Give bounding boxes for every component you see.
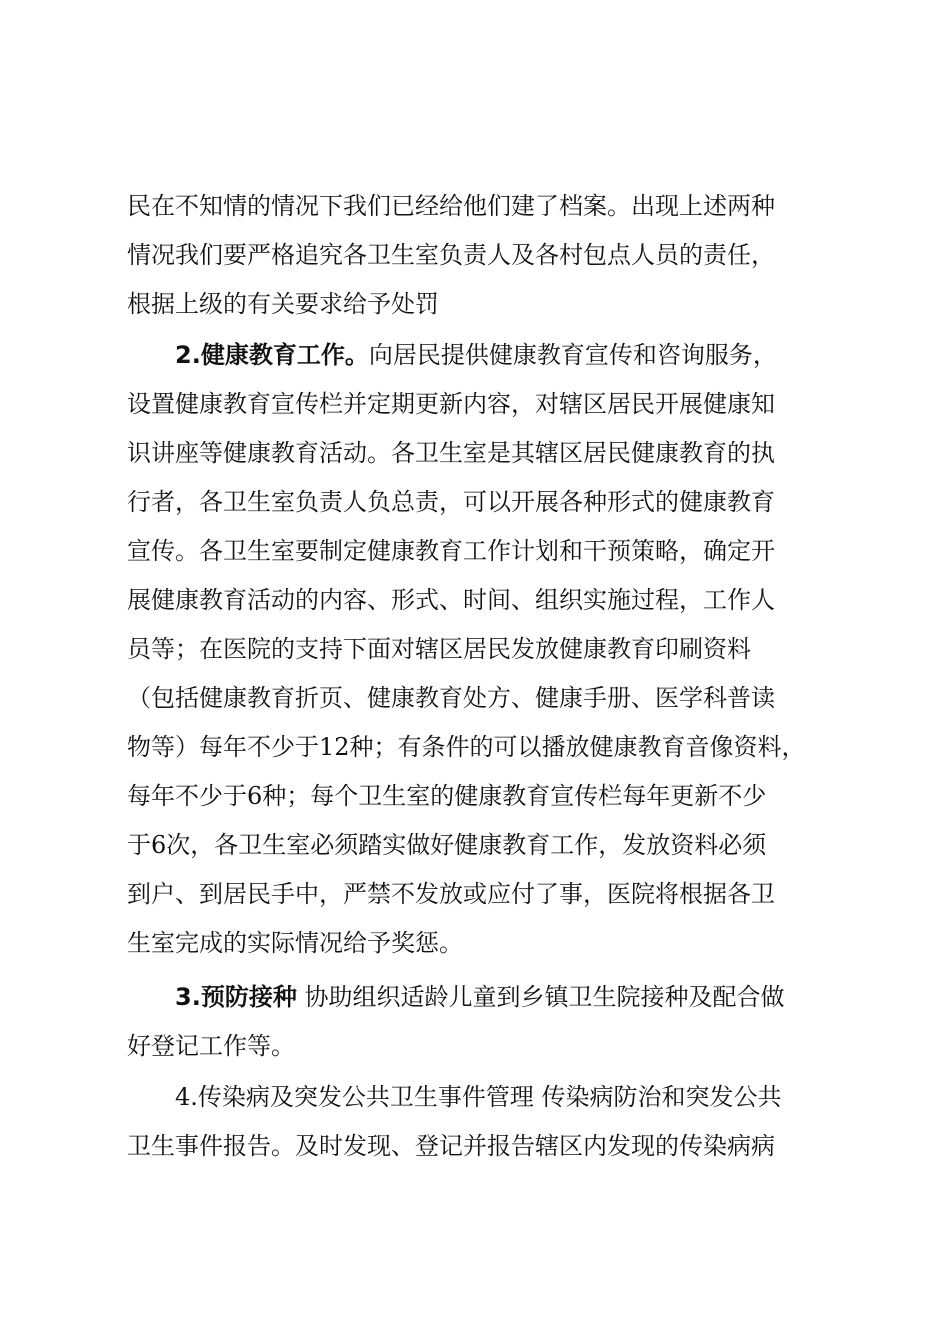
paragraph-2-line-5: 宣传。各卫生室要制定健康教育工作计划和干预策略，确定开 [127, 537, 775, 565]
paragraph-2-line-2: 设置健康教育宣传栏并定期更新内容，对辖区居民开展健康知 [127, 390, 775, 418]
paragraph-2-first-text: 向居民提供健康教育宣传和咨询服务， [368, 341, 777, 369]
paragraph-1-line-2: 情况我们要严格追究各卫生室负责人及各村包点人员的责任， [127, 241, 775, 269]
section-heading-vaccination: 3.预防接种 [175, 983, 297, 1011]
paragraph-1-line-3: 根据上级的有关要求给予处罚 [127, 290, 439, 318]
paragraph-2-line-13: 生室完成的实际情况给予奖惩。 [127, 929, 463, 957]
paragraph-2-line-12: 到户、到居民手中，严禁不发放或应付了事，医院将根据各卫 [127, 880, 775, 908]
paragraph-2-line-6: 展健康教育活动的内容、形式、时间、组织实施过程，工作人 [127, 586, 775, 614]
paragraph-2-line-10: 每年不少于6种；每个卫生室的健康教育宣传栏每年更新不少 [127, 782, 767, 810]
paragraph-2-line-7: 员等；在医院的支持下面对辖区居民发放健康教育印刷资料 [127, 635, 751, 663]
paragraph-2-line-11: 于6次，各卫生室必须踏实做好健康教育工作，发放资料必须 [127, 831, 767, 859]
paragraph-3-line-1 [175, 982, 784, 1012]
paragraph-4-line-1: 4.传染病及突发公共卫生事件管理 传染病防治和突发公共 [175, 1083, 782, 1111]
paragraph-3-first-text: 协助组织适龄儿童到乡镇卫生院接种及配合做 [296, 983, 785, 1011]
paragraph-2-line-1 [175, 340, 777, 370]
paragraph-3-line-2: 好登记工作等。 [127, 1032, 295, 1060]
paragraph-2-line-4: 行者，各卫生室负责人负总责，可以开展各种形式的健康教育 [127, 488, 775, 516]
paragraph-2-line-3: 识讲座等健康教育活动。各卫生室是其辖区居民健康教育的执 [127, 439, 775, 467]
paragraph-2-line-9: 物等）每年不少于12种；有条件的可以播放健康教育音像资料， [127, 733, 806, 761]
paragraph-4-line-2: 卫生事件报告。及时发现、登记并报告辖区内发现的传染病病 [127, 1132, 775, 1160]
paragraph-1-line-1: 民在不知情的情况下我们已经给他们建了档案。出现上述两种 [127, 192, 775, 220]
paragraph-2-line-8: （包括健康教育折页、健康教育处方、健康手册、医学科普读 [127, 684, 775, 712]
section-heading-health-education: 2.健康教育工作。 [175, 341, 369, 369]
